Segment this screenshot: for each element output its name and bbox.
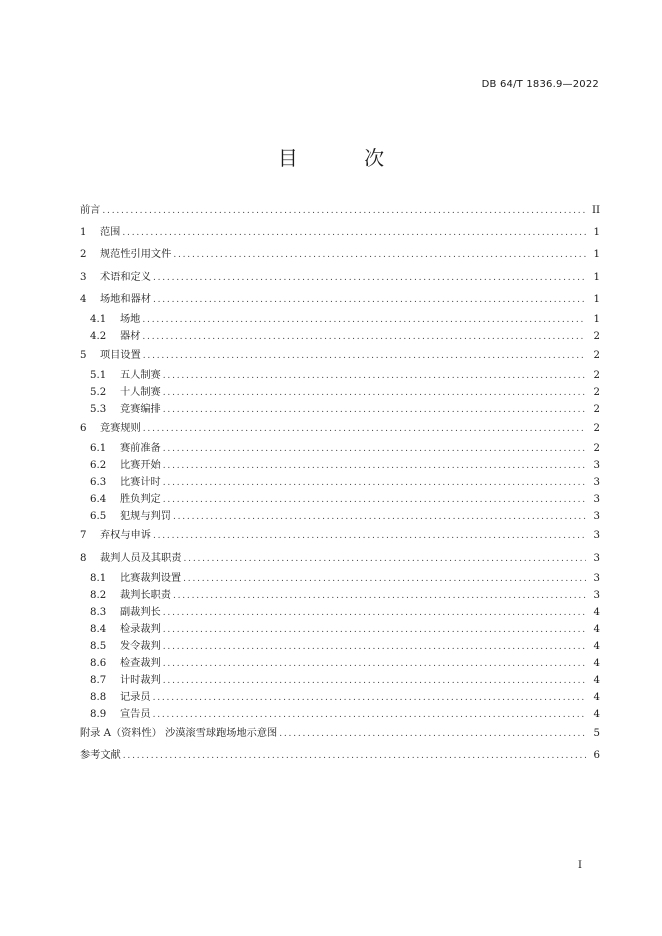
toc-entry-number: 3 [80, 271, 87, 283]
toc-entry[interactable] [80, 267, 600, 289]
toc-entry-number: 7 [80, 530, 87, 542]
toc-entry[interactable] [80, 418, 600, 440]
toc-entry[interactable] [80, 548, 600, 570]
toc-leader-dots [163, 622, 586, 639]
toc-entry[interactable] [80, 672, 600, 689]
toc-entry-label: 十人制赛 [120, 387, 161, 399]
toc-entry-label: 裁判人员及其职责 [100, 552, 182, 564]
toc-entry[interactable] [80, 457, 600, 474]
toc-entry[interactable] [80, 345, 600, 367]
toc-entry[interactable] [80, 222, 600, 244]
toc-entry-number: 8.1 [90, 572, 107, 584]
toc-leader-dots [153, 289, 586, 311]
toc-entry[interactable] [80, 587, 600, 604]
toc-leader-dots [122, 222, 586, 244]
toc-entry-page: 3 [593, 477, 600, 489]
toc-entry-label: 犯规与判罚 [120, 511, 171, 523]
page-title: 目 次 [277, 146, 415, 170]
toc-entry[interactable] [80, 440, 600, 457]
toc-entry-page: 1 [593, 271, 600, 283]
toc-entry-number: 4.2 [90, 330, 107, 342]
toc-entry-label: 项目设置 [100, 349, 141, 361]
toc-entry-label: 场地和器材 [100, 293, 151, 305]
toc-entry-label: 弃权与申诉 [100, 530, 151, 542]
toc-leader-dots [173, 509, 586, 526]
toc-leader-dots [163, 492, 586, 509]
toc-leader-dots [163, 475, 586, 492]
toc-entry-page: 1 [593, 293, 600, 305]
toc-leader-dots [123, 745, 586, 767]
toc-entry-label: 五人制赛 [120, 370, 161, 382]
toc-entry-page: II [591, 205, 600, 216]
page-number: I [578, 860, 582, 871]
toc-leader-dots [163, 673, 586, 690]
toc-entry-page: 2 [593, 404, 600, 416]
toc-entry-page: 3 [593, 494, 600, 506]
toc-entry-number: 8.5 [90, 640, 107, 652]
toc-leader-dots [173, 244, 586, 266]
toc-entry-number: 6.5 [90, 511, 107, 523]
toc-entry-number: 8.3 [90, 606, 107, 618]
toc-entry[interactable] [80, 508, 600, 525]
toc-entry-label: 计时裁判 [120, 674, 161, 686]
toc-entry-number: 8.9 [90, 708, 107, 720]
toc-entry[interactable] [80, 638, 600, 655]
toc-leader-dots [143, 345, 586, 367]
toc-leader-dots [153, 525, 586, 547]
toc-entry[interactable] [80, 604, 600, 621]
toc-entry-page: 2 [593, 330, 600, 342]
toc-entry-page: 3 [593, 511, 600, 523]
toc-entry-label: 竞赛编排 [120, 404, 161, 416]
toc-entry[interactable] [80, 289, 600, 311]
toc-entry-page: 3 [593, 572, 600, 584]
toc-leader-dots [102, 200, 586, 222]
toc-entry-page: 1 [593, 313, 600, 325]
toc-leader-dots [163, 402, 586, 419]
toc-leader-dots [163, 458, 586, 475]
toc-entry-page: 2 [593, 443, 600, 455]
toc-entry-number: 4 [80, 293, 87, 305]
toc-leader-dots [153, 267, 586, 289]
toc-entry-page: 4 [593, 708, 600, 720]
toc-entry-label: 参考文献 [80, 749, 121, 761]
toc-leader-dots [173, 588, 586, 605]
toc-entry[interactable] [80, 570, 600, 587]
toc-entry-label: 附录 A（资料性） 沙漠滚雪球跑场地示意图 [80, 727, 278, 739]
toc-leader-dots [184, 548, 587, 570]
toc-entry-page: 4 [593, 691, 600, 703]
toc-leader-dots [279, 723, 586, 745]
toc-entry-page: 1 [593, 227, 600, 239]
toc-entry[interactable] [80, 706, 600, 723]
toc-leader-dots [163, 441, 586, 458]
toc-entry-page: 4 [593, 674, 600, 686]
toc-entry-label: 副裁判长 [120, 606, 161, 618]
toc-entry[interactable] [80, 384, 600, 401]
toc-entry[interactable] [80, 244, 600, 266]
toc-entry[interactable] [80, 401, 600, 418]
toc-entry-number: 6.1 [90, 443, 107, 455]
toc-entry-number: 4.1 [90, 313, 107, 325]
toc-entry-number: 6.4 [90, 494, 107, 506]
toc-entry-page: 5 [593, 727, 600, 739]
toc-entry-label: 裁判长职责 [120, 589, 171, 601]
toc-entry-page: 2 [593, 423, 600, 435]
toc-entry-number: 6.2 [90, 460, 107, 472]
toc-entry-page: 4 [593, 657, 600, 669]
toc-entry-label: 赛前准备 [120, 443, 161, 455]
toc-entry-number: 8.2 [90, 589, 107, 601]
toc-entry[interactable] [80, 525, 600, 547]
toc-entry[interactable] [80, 689, 600, 706]
toc-leader-dots [163, 368, 586, 385]
toc-entry-page: 3 [593, 552, 600, 564]
toc-entry-label: 规范性引用文件 [100, 249, 172, 261]
toc-entry-page: 6 [593, 749, 600, 761]
toc-entry-label: 比赛计时 [120, 477, 161, 489]
toc-entry-number: 2 [80, 249, 87, 261]
toc-entry-label: 宣告员 [120, 708, 151, 720]
toc-entry[interactable] [80, 311, 600, 328]
toc-entry-label: 场地 [120, 313, 141, 325]
toc-entry[interactable] [80, 621, 600, 638]
toc-entry-page: 1 [593, 249, 600, 261]
toc-entry-label: 胜负判定 [120, 494, 161, 506]
toc-entry-number: 1 [80, 227, 87, 239]
toc-leader-dots [142, 329, 586, 346]
toc-entry-number: 5 [80, 349, 87, 361]
toc-entry-page: 3 [593, 530, 600, 542]
toc-entry-label: 前言 [80, 205, 101, 216]
toc-entry[interactable] [80, 200, 600, 222]
toc-entry-label: 术语和定义 [100, 271, 151, 283]
toc-entry-number: 5.3 [90, 404, 107, 416]
toc-entry-number: 6 [80, 423, 87, 435]
toc-entry-label: 器材 [120, 330, 141, 342]
toc-leader-dots [142, 312, 586, 329]
table-of-contents [80, 200, 600, 767]
toc-leader-dots [153, 690, 586, 707]
toc-entry-label: 发令裁判 [120, 640, 161, 652]
toc-entry-number: 8 [80, 552, 87, 564]
toc-leader-dots [183, 571, 586, 588]
toc-leader-dots [163, 605, 586, 622]
toc-entry[interactable] [80, 367, 600, 384]
toc-leader-dots [163, 385, 586, 402]
toc-entry-number: 5.1 [90, 370, 107, 382]
toc-leader-dots [153, 707, 586, 724]
toc-entry-number: 8.6 [90, 657, 107, 669]
toc-leader-dots [143, 418, 586, 440]
toc-entry-page: 2 [593, 387, 600, 399]
toc-entry-label: 竞赛规则 [100, 423, 141, 435]
toc-entry-label: 检查裁判 [120, 657, 161, 669]
toc-entry[interactable] [80, 745, 600, 767]
toc-entry-number: 5.2 [90, 387, 107, 399]
toc-entry-number: 6.3 [90, 477, 107, 489]
toc-entry-label: 范围 [100, 227, 121, 239]
toc-entry[interactable] [80, 328, 600, 345]
toc-entry-page: 2 [593, 370, 600, 382]
toc-entry-page: 4 [593, 623, 600, 635]
toc-entry-page: 4 [593, 606, 600, 618]
toc-entry[interactable] [80, 723, 600, 745]
toc-entry[interactable] [80, 655, 600, 672]
toc-entry-label: 记录员 [120, 691, 151, 703]
toc-entry-number: 8.7 [90, 674, 107, 686]
toc-entry-number: 8.8 [90, 691, 107, 703]
toc-entry-number: 8.4 [90, 623, 107, 635]
toc-entry-label: 比赛开始 [120, 460, 161, 472]
toc-entry-page: 2 [593, 349, 600, 361]
toc-entry-label: 比赛裁判设置 [120, 572, 182, 584]
standard-code: DB 64/T 1836.9—2022 [481, 79, 599, 90]
toc-leader-dots [163, 656, 586, 673]
toc-entry-page: 3 [593, 589, 600, 601]
toc-entry-label: 检录裁判 [120, 623, 161, 635]
toc-entry-page: 4 [593, 640, 600, 652]
toc-entry[interactable] [80, 491, 600, 508]
toc-leader-dots [163, 639, 586, 656]
toc-entry-page: 3 [593, 460, 600, 472]
toc-entry[interactable] [80, 474, 600, 491]
